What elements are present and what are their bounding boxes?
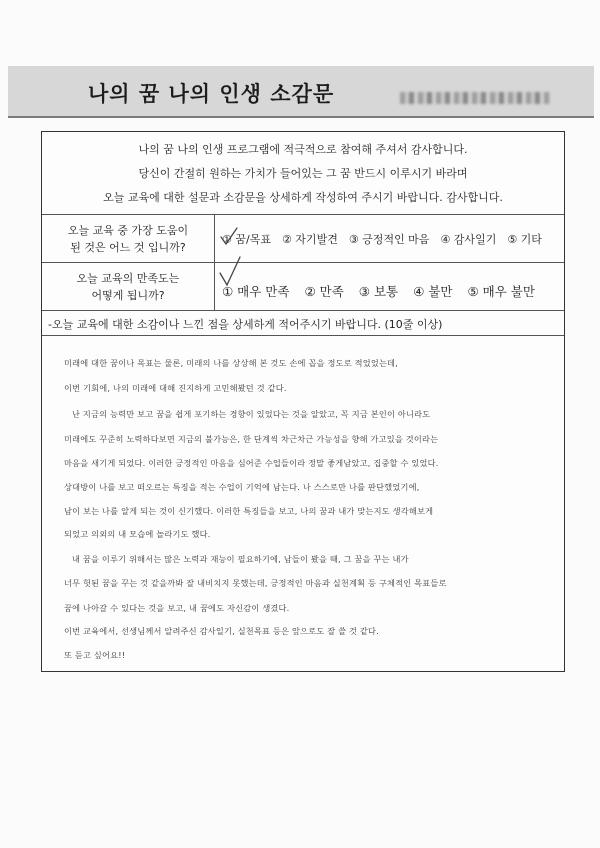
option-self-discovery[interactable]: ② 자기발견 [281,233,338,246]
handwritten-line: 마음을 새기게 되었다. 이러한 긍정적인 마음을 심어준 수업들이라 정말 좋게남았고, 집중할 수 있었다. [64,458,439,468]
handwritten-line: 미래에도 꾸준히 노력하다보면 지금의 불가능은, 한 단계씩 차근차근 가능성을 향해 가고있을 것이라는 [64,434,439,444]
option-very-dissatisfied[interactable]: ⑤ 매우 불만 [467,284,535,299]
handwritten-line: 난 지금의 능력만 보고 꿈을 쉽게 포기하는 경향이 있었다는 것을 알았고, 꼭 지금 본인이 아니라도 [72,409,431,419]
intro-text [42,138,564,210]
intro-line: 오늘 교육에 대한 설문과 소감문을 상세하게 작성하여 주시기 바랍니다. 감사합니다. [103,191,503,204]
option-gratitude-diary[interactable]: ④ 감사일기 [440,233,497,246]
option-dream-goal[interactable]: ① 꿈/목표 [222,233,271,246]
question-label-line: 오늘 교육의 만족도는 [76,272,180,285]
handwritten-line: 또 듣고 싶어요!! [64,650,126,660]
handwritten-line: 내 꿈을 이루기 위해서는 많은 노력과 재능이 필요하기에, 남들이 봤을 때, 그 꿈을 꾸는 내가 [72,554,409,564]
handwritten-line: 꿈에 나아갈 수 있다는 것을 보고, 내 꿈에도 자신감이 생겼다. [64,603,290,613]
option-group [222,267,550,315]
handwritten-line: 너무 헛된 꿈을 꾸는 것 같을까봐 잘 내비치지 못했는데, 긍정적인 마음과 실천계획 등 구체적인 목표들로 [64,578,447,588]
question-label-line: 된 것은 어느 것 입니까? [70,241,186,254]
option-dissatisfied[interactable]: ④ 불만 [413,284,453,299]
option-other[interactable]: ⑤ 기타 [507,233,542,246]
question-row-satisfaction [42,262,564,311]
question-row-helpful [42,214,564,263]
question-label-line: 어떻게 됩니까? [91,289,165,302]
handwritten-line: 남이 보는 나를 알게 되는 것이 신기했다. 이러한 특징들을 보고, 나의 꿈과 내가 맞는지도 생각해보게 [64,506,434,516]
handwritten-line: 이번 기회에, 나의 미래에 대해 진지하게 고민해봤던 것 같다. [64,383,287,393]
handwritten-line: 되었고 의외의 내 모습에 놀라기도 했다. [64,529,211,539]
page-title: 나의 꿈 나의 인생 소감문 [88,82,335,106]
option-neutral[interactable]: ③ 보통 [358,284,399,299]
question-label [42,263,215,311]
question-label-line: 오늘 교육 중 가장 도움이 [67,224,189,237]
checkmark-icon [217,255,243,289]
intro-line: 나의 꿈 나의 인생 프로그램에 적극적으로 참여해 주셔서 감사합니다. [138,143,468,156]
comment-prompt-row [42,310,564,336]
option-very-satisfied[interactable]: ① 매우 만족 [222,284,290,299]
option-satisfied[interactable]: ② 만족 [304,284,344,299]
option-group [222,215,553,263]
checkmark-icon [218,225,240,249]
handwritten-line: 미래에 대한 꿈이나 목표는 물론, 미래의 나를 상상해 본 것도 손에 꼽을 정도로 적었었는데, [64,358,398,368]
comment-prompt: -오늘 교육에 대한 소감이나 느낀 점을 상세하게 적어주시기 바랍니다. (10줄 이상) [48,318,443,331]
redacted-name [400,92,550,104]
handwritten-line: 상대방이 나를 보고 떠오르는 특징을 적는 수업이 기억에 남는다. 나 스스로만 나를 판단했었기에, [64,482,420,492]
title-banner [8,66,594,118]
survey-form [41,131,565,672]
option-positive-mind[interactable]: ③ 긍정적인 마음 [348,233,430,246]
question-label [42,215,215,263]
intro-line: 당신이 간절히 원하는 가치가 들어있는 그 꿈 반드시 이루시기 바라며 [138,167,468,180]
handwritten-line: 이번 교육에서, 선생님께서 알려주신 감사일기, 실천목표 등은 앞으로도 잘 쓸 것 같다. [64,626,379,636]
